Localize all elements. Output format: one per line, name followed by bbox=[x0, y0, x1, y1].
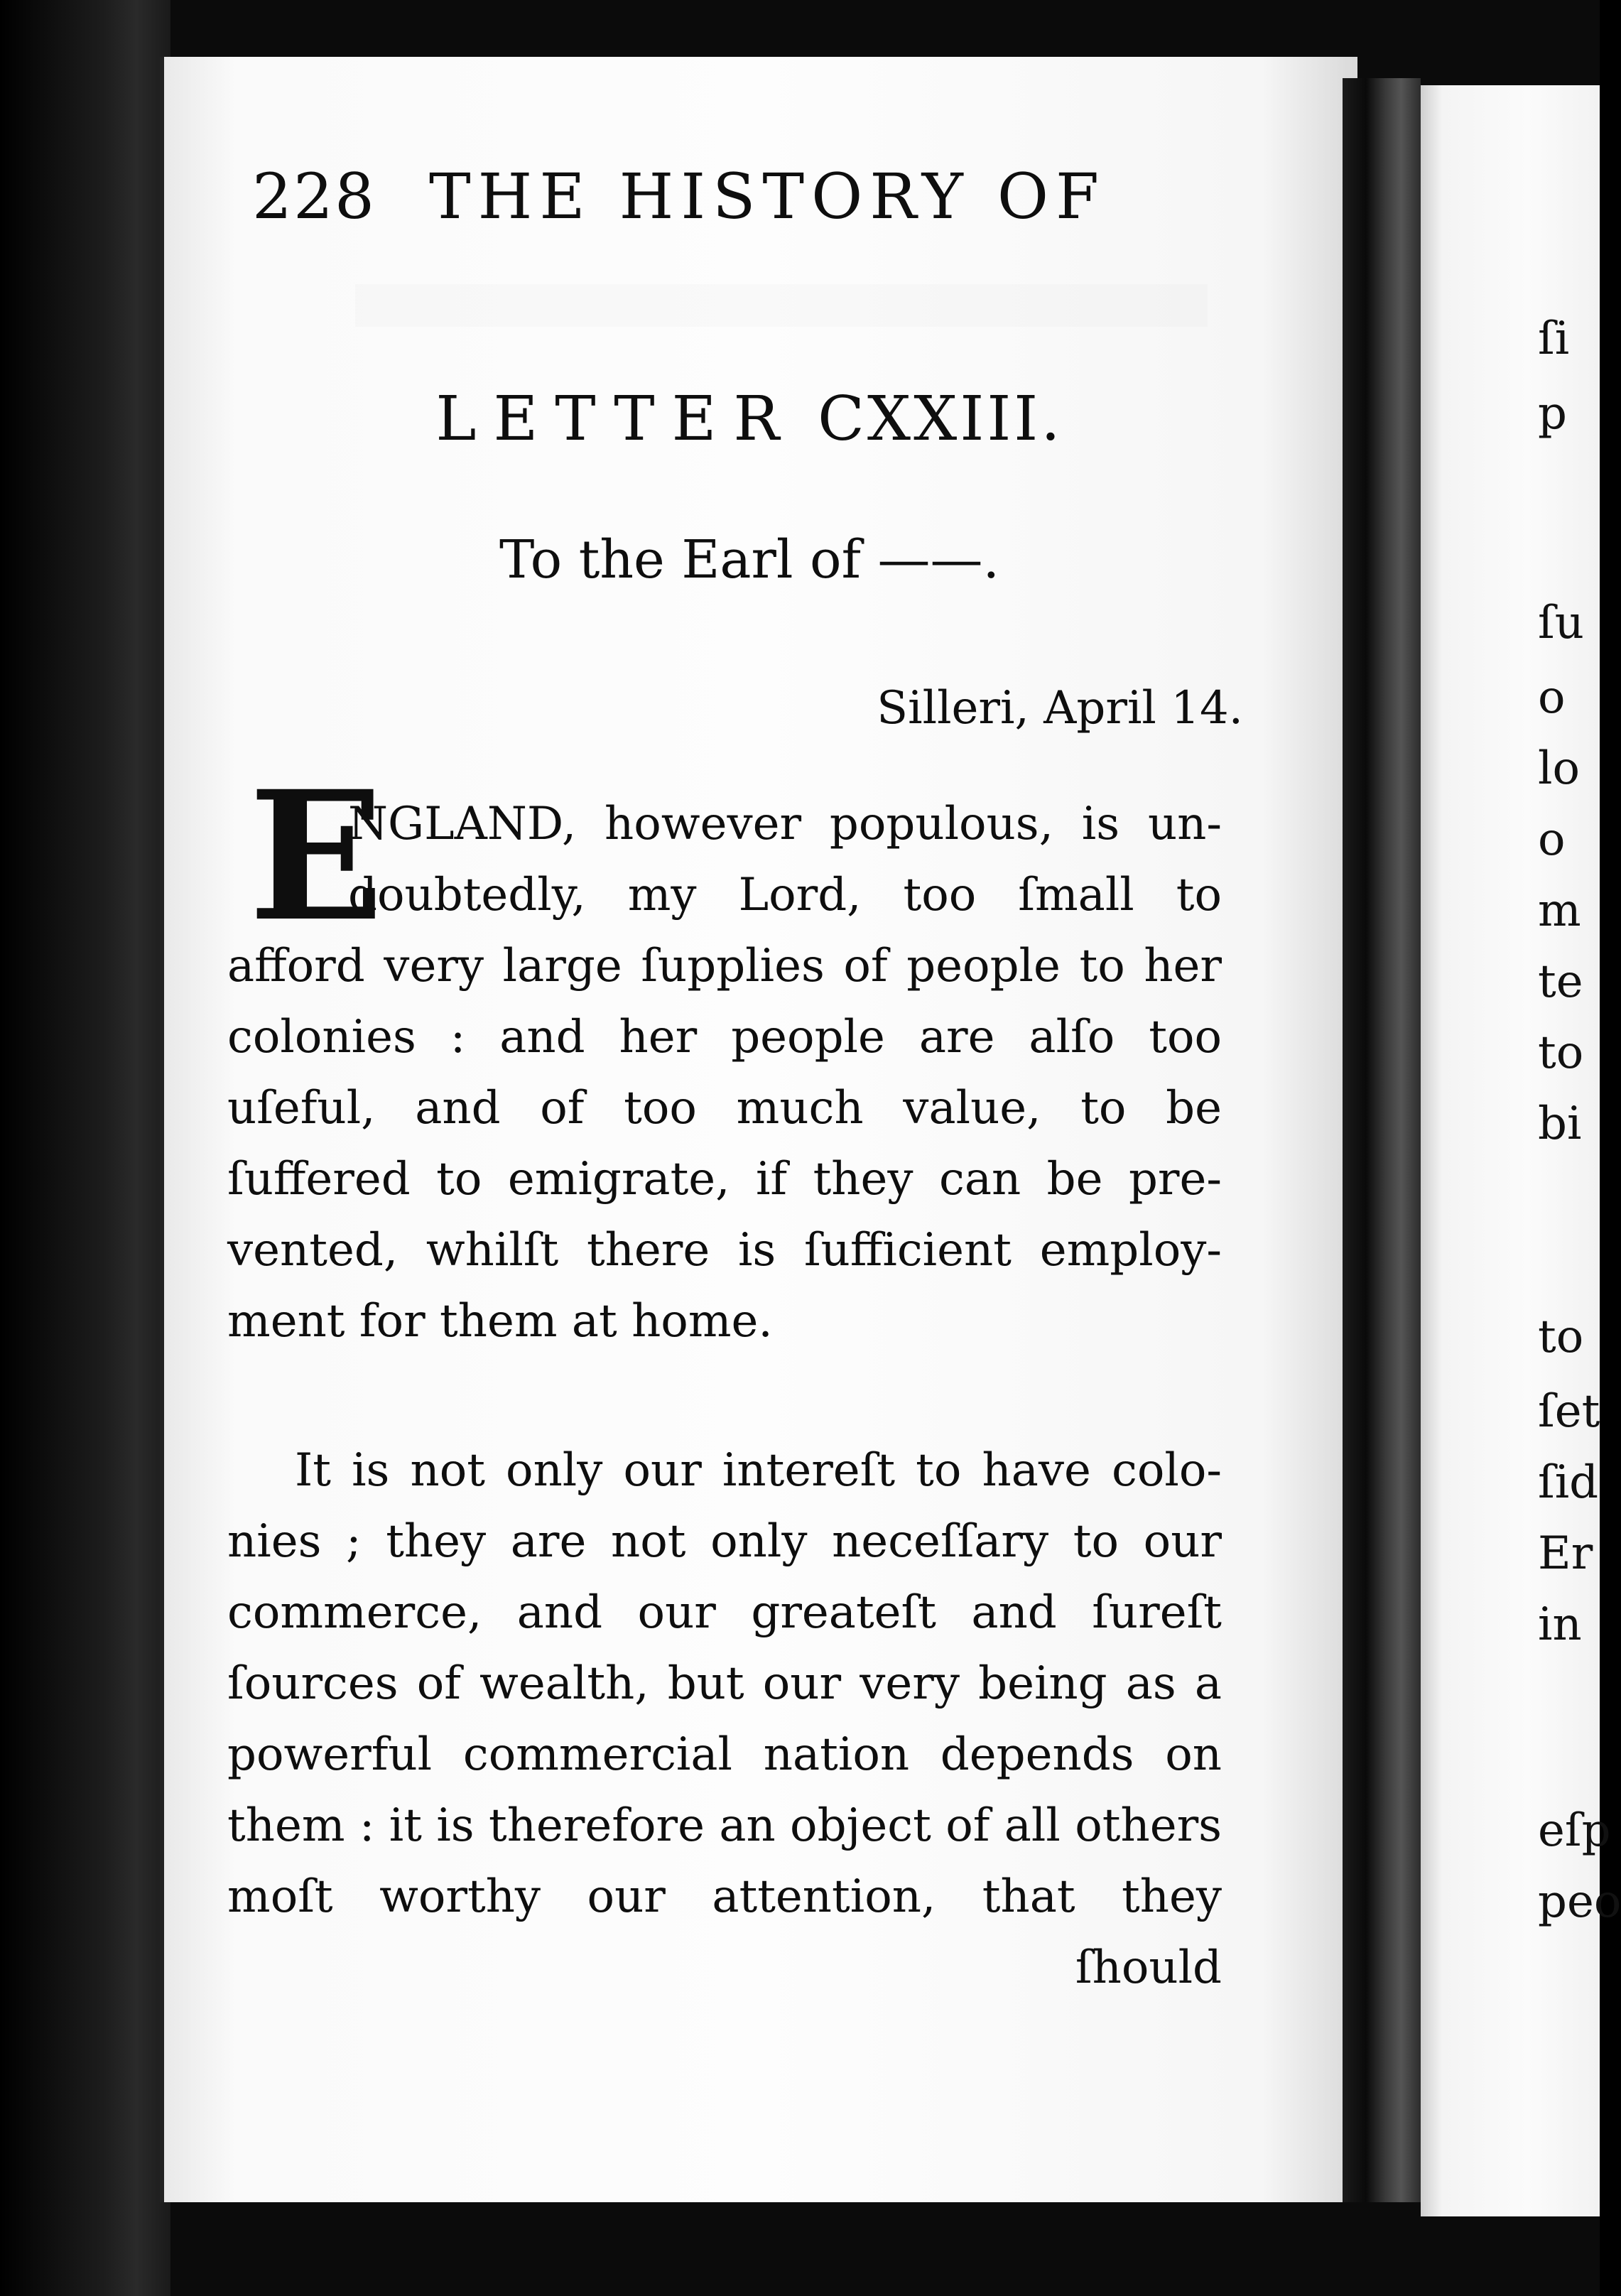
text-line: It is not only our intereſt to have colo- bbox=[295, 1444, 1222, 1497]
catchword: ſhould bbox=[1075, 1942, 1222, 1994]
facing-page-fragment: bi bbox=[1538, 1098, 1582, 1150]
text-line: afford very large ſupplies of people to her bbox=[227, 940, 1222, 992]
salutation: To the Earl of ——. bbox=[499, 529, 1000, 590]
text-line: ſuffered to emigrate, if they can be pre- bbox=[227, 1153, 1222, 1206]
facing-page-fragment: eſp bbox=[1538, 1804, 1611, 1857]
letter-heading bbox=[252, 384, 1247, 455]
text-line: NGLAND, however populous, is un- bbox=[348, 798, 1222, 850]
paragraph-gap bbox=[227, 1357, 1222, 1435]
text-line: ment for them at home. bbox=[227, 1295, 773, 1348]
text-line: uſeful, and of too much value, to be bbox=[227, 1082, 1222, 1135]
facing-page-fragment: ſu bbox=[1538, 597, 1584, 649]
facing-page-fragment: p bbox=[1538, 387, 1567, 440]
paragraph-2 bbox=[227, 1435, 1222, 2003]
text-line: doubtedly, my Lord, too ſmall to bbox=[348, 869, 1222, 921]
letter-label: LETTER bbox=[435, 384, 797, 455]
text-line: nies ; they are not only neceſſary to our bbox=[227, 1515, 1222, 1568]
scan-border-left bbox=[0, 0, 170, 2296]
text-line: ſources of wealth, but our very being as a bbox=[227, 1657, 1222, 1710]
facing-page-fragment: in bbox=[1538, 1598, 1582, 1651]
running-head bbox=[252, 160, 1140, 245]
facing-page-fragment: lo bbox=[1538, 742, 1580, 795]
text-line: commerce, and our greateſt and ſureſt bbox=[227, 1586, 1222, 1639]
facing-page-fragment: te bbox=[1538, 955, 1583, 1008]
book-gutter bbox=[1343, 78, 1421, 2202]
facing-page-fragment: ſet bbox=[1538, 1385, 1600, 1438]
letter-body bbox=[227, 789, 1222, 2003]
text-line: vented, whilſt there is ſufficient employ- bbox=[227, 1224, 1222, 1277]
facing-page-fragment: m bbox=[1538, 884, 1581, 937]
letter-number: CXXIII. bbox=[818, 384, 1063, 455]
facing-page-fragment: ſi bbox=[1538, 313, 1570, 365]
show-through bbox=[355, 284, 1208, 327]
text-line: them : it is therefore an object of all others bbox=[227, 1799, 1222, 1852]
running-head-title: THE HISTORY OF bbox=[428, 160, 1107, 233]
dateline: Silleri, April 14. bbox=[877, 682, 1243, 735]
facing-page-fragment: o bbox=[1538, 671, 1566, 724]
facing-page-fragment: Er bbox=[1538, 1527, 1593, 1580]
text-line: powerful commercial nation depends on bbox=[227, 1728, 1222, 1781]
facing-page-fragment: to bbox=[1538, 1311, 1584, 1363]
facing-page-fragment: to bbox=[1538, 1027, 1584, 1079]
drop-cap: E bbox=[249, 752, 384, 960]
paragraph-1 bbox=[227, 789, 1222, 1357]
facing-page-fragment: o bbox=[1538, 813, 1566, 866]
facing-page-fragment: ſid bbox=[1538, 1456, 1599, 1509]
text-line: colonies : and her people are alſo too bbox=[227, 1011, 1222, 1063]
page-number: 228 bbox=[252, 160, 376, 233]
facing-page-fragment: peo bbox=[1538, 1875, 1621, 1928]
text-line: moſt worthy our attention, that they bbox=[227, 1870, 1222, 1923]
